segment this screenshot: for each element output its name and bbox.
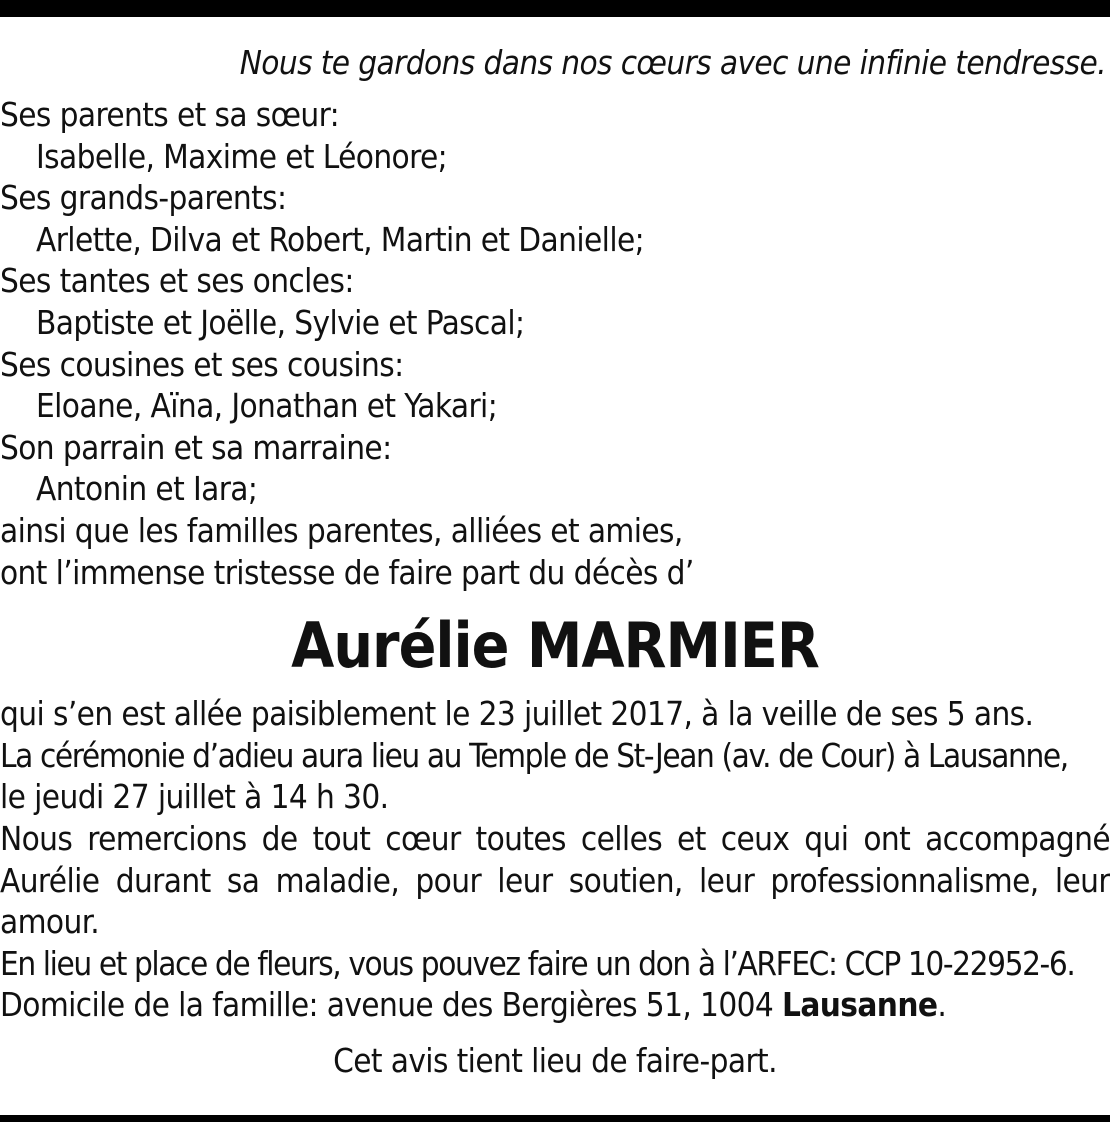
domicile-line [0, 984, 1110, 1026]
announcement-line: ont l’immense tristesse de faire part du décès d’ [0, 552, 694, 592]
ceremony-line: La cérémonie d’adieu aura lieu au Temple de St-Jean (av. de Cour) à Lausanne, [0, 735, 1068, 775]
family-names: Baptiste et Joëlle, Sylvie et Pascal; [36, 302, 525, 342]
closing-note: Cet avis tient lieu de faire-part. [333, 1040, 777, 1080]
bottom-rule [0, 1115, 1110, 1122]
families-line: ainsi que les familles parentes, alliées et amies, [0, 510, 683, 550]
family-relation: Ses cousines et ses cousins: [0, 344, 404, 384]
domicile-address: Domicile de la famille: avenue des Bergières 51, 1004 [0, 985, 782, 1025]
ceremony-line: le jeudi 27 juillet à 14 h 30. [0, 777, 389, 817]
domicile-city: Lausanne [782, 985, 938, 1025]
thanks-line: Aurélie durant sa maladie, pour leur soutien, leur professionnalisme, leur [0, 860, 1110, 900]
family-names: Arlette, Dilva et Robert, Martin et Danielle; [36, 219, 645, 259]
top-rule [0, 0, 1110, 17]
epigraph: Nous te gardons dans nos cœurs avec une infinie tendresse. [239, 43, 1106, 82]
thanks-line: Nous remercions de tout cœur toutes celles et ceux qui ont accompagné [0, 818, 1110, 858]
family-names: Isabelle, Maxime et Léonore; [36, 136, 448, 176]
donation-line: En lieu et place de fleurs, vous pouvez faire un don à l’ARFEC: CCP 10-22952-6. [0, 943, 1075, 983]
family-relation: Ses grands-parents: [0, 178, 287, 218]
thanks-line: amour. [0, 902, 100, 942]
family-names: Eloane, Aïna, Jonathan et Yakari; [36, 386, 498, 426]
family-names: Antonin et Iara; [36, 469, 258, 509]
family-relation: Son parrain et sa marraine: [0, 427, 392, 467]
death-line: qui s’en est allée paisiblement le 23 juillet 2017, à la veille de ses 5 ans. [0, 694, 1034, 734]
deceased-name: Aurélie MARMIER [291, 609, 819, 683]
family-relation: Ses parents et sa sœur: [0, 95, 340, 134]
death-notice [0, 40, 1110, 1081]
family-relation: Ses tantes et ses oncles: [0, 261, 354, 301]
domicile-period: . [937, 985, 947, 1025]
family-list [0, 94, 1110, 510]
